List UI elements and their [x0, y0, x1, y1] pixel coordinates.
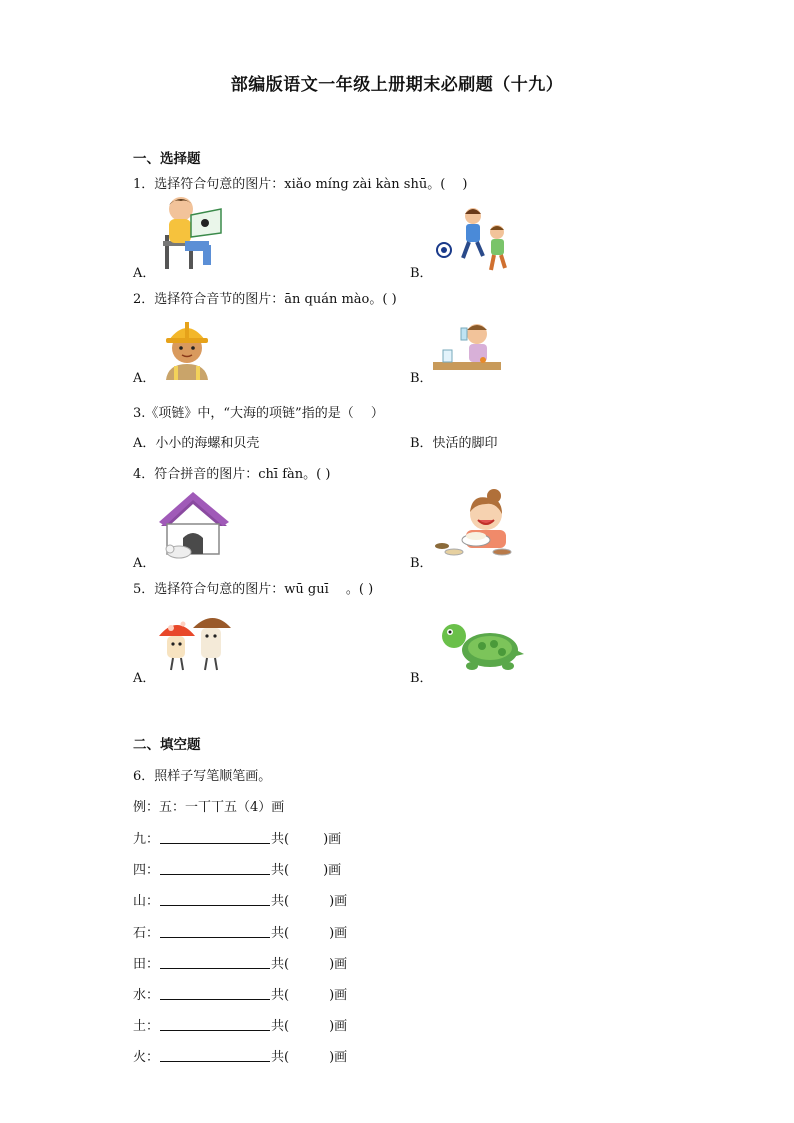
stroke-row [133, 828, 341, 847]
gong-text: 共( [271, 926, 290, 941]
question-3: 3.《项链》中，“大海的项链”指的是（ ） [133, 406, 384, 421]
question-4: 4．符合拼音的图片：chī fàn。( ) [133, 467, 331, 482]
q2-option-a[interactable]: A． [133, 371, 156, 386]
stroke-order-blank[interactable] [160, 831, 270, 844]
q3-option-b[interactable]: B．快活的脚印 [410, 436, 498, 451]
q5-option-b[interactable]: B． [410, 671, 433, 686]
hua-text: )画 [323, 863, 342, 878]
hua-text: )画 [329, 957, 348, 972]
question-6: 6．照样子写笔顺笔画。 [133, 769, 272, 784]
hua-text: )画 [329, 926, 348, 941]
girl-eating-image[interactable] [432, 488, 522, 562]
stroke-row [133, 890, 347, 909]
q3-option-a[interactable]: A．小小的海螺和贝壳 [133, 436, 260, 451]
mushrooms-image[interactable] [155, 610, 235, 674]
stroke-row [133, 1046, 347, 1065]
page-title: 部编版语文一年级上册期末必刷题（十九） [230, 75, 564, 95]
hua-text: )画 [329, 894, 348, 909]
dog-house-image[interactable] [155, 492, 231, 560]
stroke-row [133, 953, 347, 972]
stroke-row [133, 859, 341, 878]
gong-text: 共( [271, 1019, 290, 1034]
child-drinking-water-image[interactable] [433, 318, 501, 376]
stroke-example: 例：五：一丅丅五（4）画 [133, 800, 285, 815]
row-char: 石： [133, 926, 160, 941]
hua-text: )画 [329, 1019, 348, 1034]
stroke-row [133, 984, 347, 1003]
kids-playing-football-image[interactable] [433, 202, 515, 274]
row-char: 土： [133, 1019, 160, 1034]
row-char: 田： [133, 957, 160, 972]
gong-text: 共( [271, 988, 290, 1003]
stroke-order-blank[interactable] [160, 925, 270, 938]
stroke-order-blank[interactable] [160, 893, 270, 906]
question-2: 2．选择符合音节的图片：ān quán mào。( ) [133, 292, 397, 307]
stroke-order-blank[interactable] [160, 862, 270, 875]
section-heading-choice: 一、选择题 [133, 151, 201, 167]
turtle-image[interactable] [438, 616, 524, 672]
gong-text: 共( [271, 1050, 290, 1065]
q2-option-b[interactable]: B． [410, 371, 433, 386]
question-1: 1．选择符合句意的图片：xiǎo míng zài kàn shū。( ) [133, 177, 468, 192]
hua-text: )画 [329, 988, 348, 1003]
boy-reading-image[interactable] [155, 193, 227, 273]
question-5: 5．选择符合句意的图片：wū guī 。( ) [133, 582, 374, 597]
q4-option-a[interactable]: A． [133, 556, 156, 571]
stroke-order-blank[interactable] [160, 956, 270, 969]
section-heading-fill: 二、填空题 [133, 737, 201, 753]
row-char: 四： [133, 863, 160, 878]
hua-text: )画 [323, 832, 342, 847]
stroke-row [133, 922, 347, 941]
q4-option-b[interactable]: B． [410, 556, 433, 571]
row-char: 水： [133, 988, 160, 1003]
row-char: 九： [133, 832, 160, 847]
safety-helmet-worker-image[interactable] [160, 318, 214, 380]
gong-text: 共( [271, 863, 290, 878]
row-char: 火： [133, 1050, 160, 1065]
row-char: 山： [133, 894, 160, 909]
hua-text: )画 [329, 1050, 348, 1065]
q1-option-b[interactable]: B． [410, 266, 433, 281]
stroke-row [133, 1015, 347, 1034]
stroke-order-blank[interactable] [160, 1018, 270, 1031]
q1-option-a[interactable]: A． [133, 266, 156, 281]
gong-text: 共( [271, 957, 290, 972]
gong-text: 共( [271, 894, 290, 909]
q5-option-a[interactable]: A． [133, 671, 156, 686]
gong-text: 共( [271, 832, 290, 847]
stroke-order-blank[interactable] [160, 987, 270, 1000]
stroke-order-blank[interactable] [160, 1049, 270, 1062]
